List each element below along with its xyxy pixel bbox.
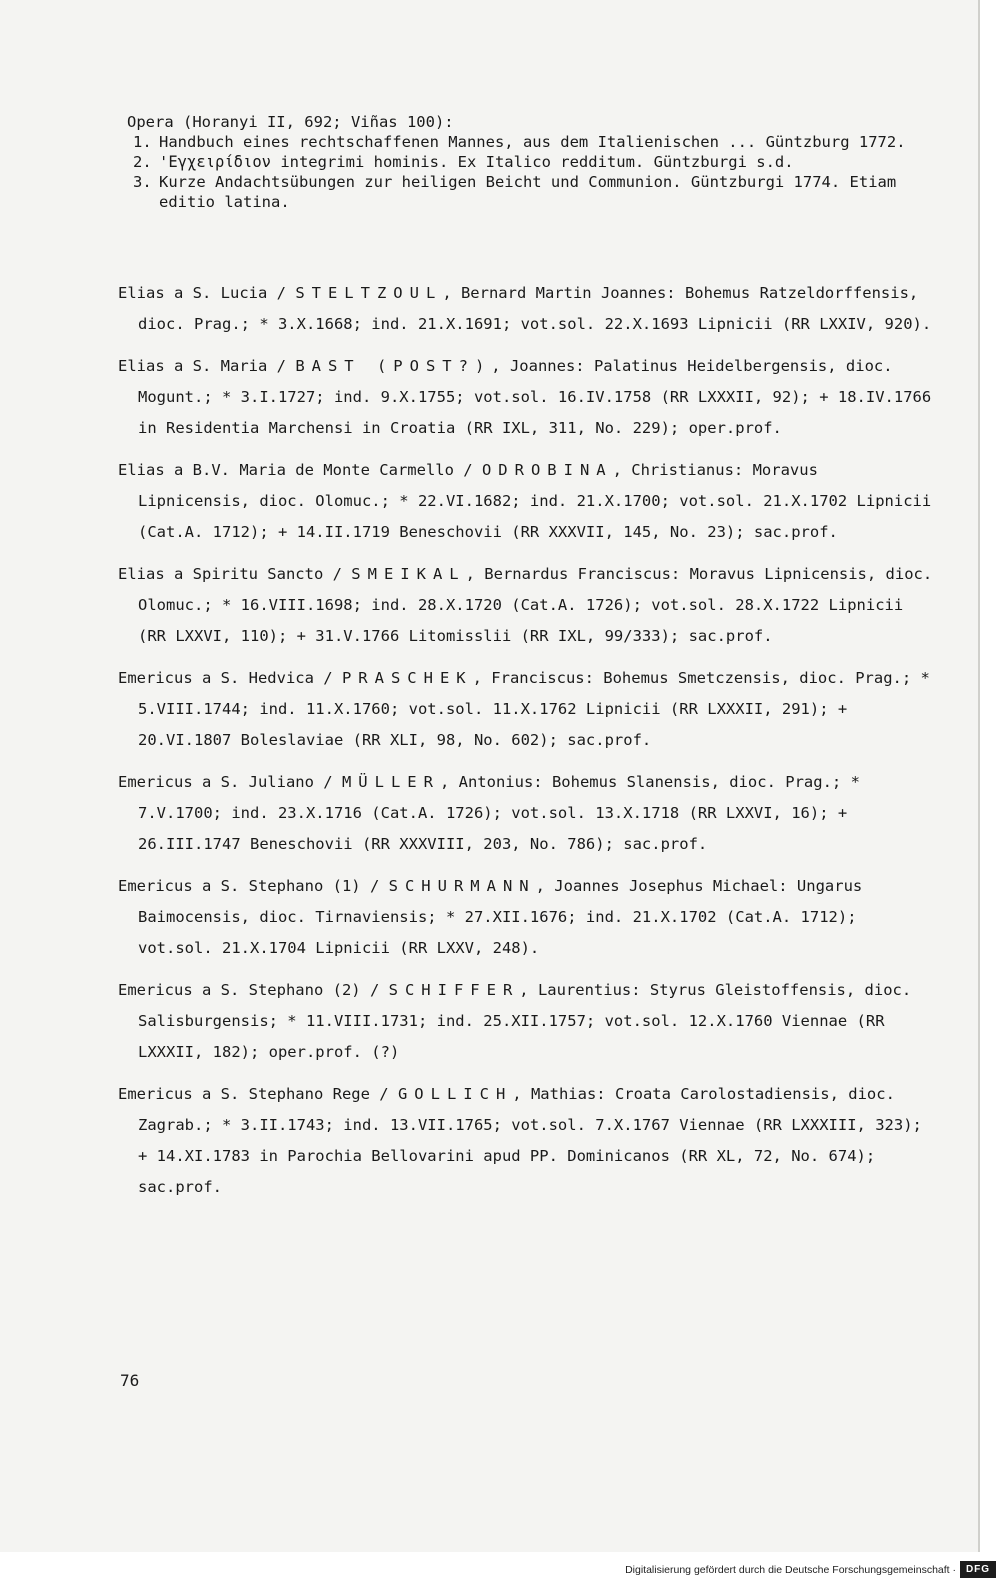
- opera-item: [127, 172, 927, 212]
- entry-religious-name: Emericus a S. Stephano Rege /: [118, 1085, 398, 1103]
- opera-list: [127, 112, 927, 212]
- entry-details: , Joannes: Palatinus Heidelbergensis, dioc. Mogunt.; * 3.I.1727; ind. 9.X.1755; vot.sol. 16.IV.1758 (RR LXXXII, 92); + 18.IV.1766 in Residentia Marchensi in Croatia (RR IXL, 311, No. 229); oper.prof.: [138, 357, 932, 437]
- entry-elias-lucia: [118, 278, 938, 340]
- entry-surname: ODROBINA: [481, 461, 613, 479]
- opera-item-number: 3.: [133, 173, 152, 191]
- entry-elias-maria: [118, 351, 938, 444]
- entry-surname: STELTZOUL: [295, 284, 443, 302]
- entry-elias-spiritu: [118, 559, 938, 652]
- opera-item: [127, 152, 927, 172]
- opera-item-number: 1.: [133, 133, 152, 151]
- entry-details: , Mathias: Croata Carolostadiensis, dioc. Zagrab.; * 3.II.1743; ind. 13.VII.1765; vot.sol. 7.X.1767 Viennae (RR LXXXIII, 323); + 14.XI.1783 in Parochia Bellovarini apud PP. Dominicanos (RR XL, 72, No. 674); sac.prof.: [138, 1085, 922, 1196]
- opera-item-text: 'Εγχειρίδιον integrimi hominis. Ex Italico redditum. Güntzburgi s.d.: [159, 153, 794, 171]
- footer-credit: Digitalisierung gefördert durch die Deutsche Forschungsgemeinschaft ·: [625, 1564, 956, 1576]
- entry-details: , Laurentius: Styrus Gleistoffensis, dioc. Salisburgensis; * 11.VIII.1731; ind. 25.XII.1757; vot.sol. 12.X.1760 Viennae (RR LXXXII, 182); oper.prof. (?): [138, 981, 912, 1061]
- entry-emericus-hedvica: [118, 663, 938, 756]
- entry-emericus-stephano-rege: [118, 1079, 938, 1203]
- entry-religious-name: Emericus a S. Juliano /: [118, 773, 342, 791]
- entry-details: , Bernardus Franciscus: Moravus Lipnicensis, dioc. Olomuc.; * 16.VIII.1698; ind. 28.X.1720 (Cat.A. 1726); vot.sol. 28.X.1722 Lipnicii (RR LXXVI, 110); + 31.V.1766 Litomisslii (RR IXL, 99/333); sac.prof.: [138, 565, 933, 645]
- entry-surname: MÜLLER: [341, 773, 440, 791]
- biographical-entries: [118, 278, 938, 1214]
- entry-surname: BAST (POST?): [295, 357, 492, 375]
- entry-surname: PRASCHEK: [341, 669, 473, 687]
- digitization-footer: [0, 1552, 1000, 1586]
- entry-religious-name: Elias a S. Maria /: [118, 357, 296, 375]
- entry-details: , Antonius: Bohemus Slanensis, dioc. Prag.; * 7.V.1700; ind. 23.X.1716 (Cat.A. 1726); vot.sol. 13.X.1718 (RR LXXVI, 16); + 26.III.1747 Beneschovii (RR XXXVIII, 203, No. 786); sac.prof.: [138, 773, 860, 853]
- entry-surname: GOLLICH: [397, 1085, 513, 1103]
- dfg-logo-icon: DFG: [960, 1561, 996, 1578]
- entry-surname: SCHURMANN: [388, 877, 536, 895]
- entry-emericus-stephano-2: [118, 975, 938, 1068]
- entry-emericus-juliano: [118, 767, 938, 860]
- entry-religious-name: Emericus a S. Hedvica /: [118, 669, 342, 687]
- opera-item-number: 2.: [133, 153, 152, 171]
- entry-details: , Christianus: Moravus Lipnicensis, dioc. Olomuc.; * 22.VI.1682; ind. 21.X.1700; vot.sol. 21.X.1702 Lipnicii (Cat.A. 1712); + 14.II.1719 Beneschovii (RR XXXVII, 145, No. 23); sac.prof.: [138, 461, 932, 541]
- page-number: 76: [120, 1371, 140, 1390]
- entry-surname: SCHIFFER: [388, 981, 520, 999]
- entry-elias-carmello: [118, 455, 938, 548]
- entry-religious-name: Elias a B.V. Maria de Monte Carmello /: [118, 461, 482, 479]
- opera-item-text: Handbuch eines rechtschaffenen Mannes, aus dem Italienischen ... Güntzburg 1772.: [159, 133, 906, 151]
- entry-religious-name: Elias a S. Lucia /: [118, 284, 296, 302]
- entry-religious-name: Elias a Spiritu Sancto /: [118, 565, 352, 583]
- opera-item: [127, 132, 927, 152]
- entry-details: , Franciscus: Bohemus Smetczensis, dioc. Prag.; * 5.VIII.1744; ind. 11.X.1760; vot.sol. 11.X.1762 Lipnicii (RR LXXXII, 291); + 20.VI.1807 Boleslaviae (RR XLI, 98, No. 602); sac.prof.: [138, 669, 930, 749]
- entry-details: , Joannes Josephus Michael: Ungarus Baimocensis, dioc. Tirnaviensis; * 27.XII.1676; ind. 21.X.1702 (Cat.A. 1712); vot.sol. 21.X.1704 Lipnicii (RR LXXV, 248).: [138, 877, 863, 957]
- entry-religious-name: Emericus a S. Stephano (2) /: [118, 981, 389, 999]
- entry-details: , Bernard Martin Joannes: Bohemus Ratzeldorffensis, dioc. Prag.; * 3.X.1668; ind. 21.X.1691; vot.sol. 22.X.1693 Lipnicii (RR LXXIV, 920).: [138, 284, 932, 333]
- opera-item-text: Kurze Andachtsübungen zur heiligen Beicht und Communion. Güntzburgi 1774. Etiam editio latina.: [159, 173, 897, 211]
- entry-surname: SMEIKAL: [351, 565, 466, 583]
- opera-heading: Opera (Horanyi II, 692; Viñas 100):: [127, 113, 454, 131]
- entry-emericus-stephano-1: [118, 871, 938, 964]
- entry-religious-name: Emericus a S. Stephano (1) /: [118, 877, 389, 895]
